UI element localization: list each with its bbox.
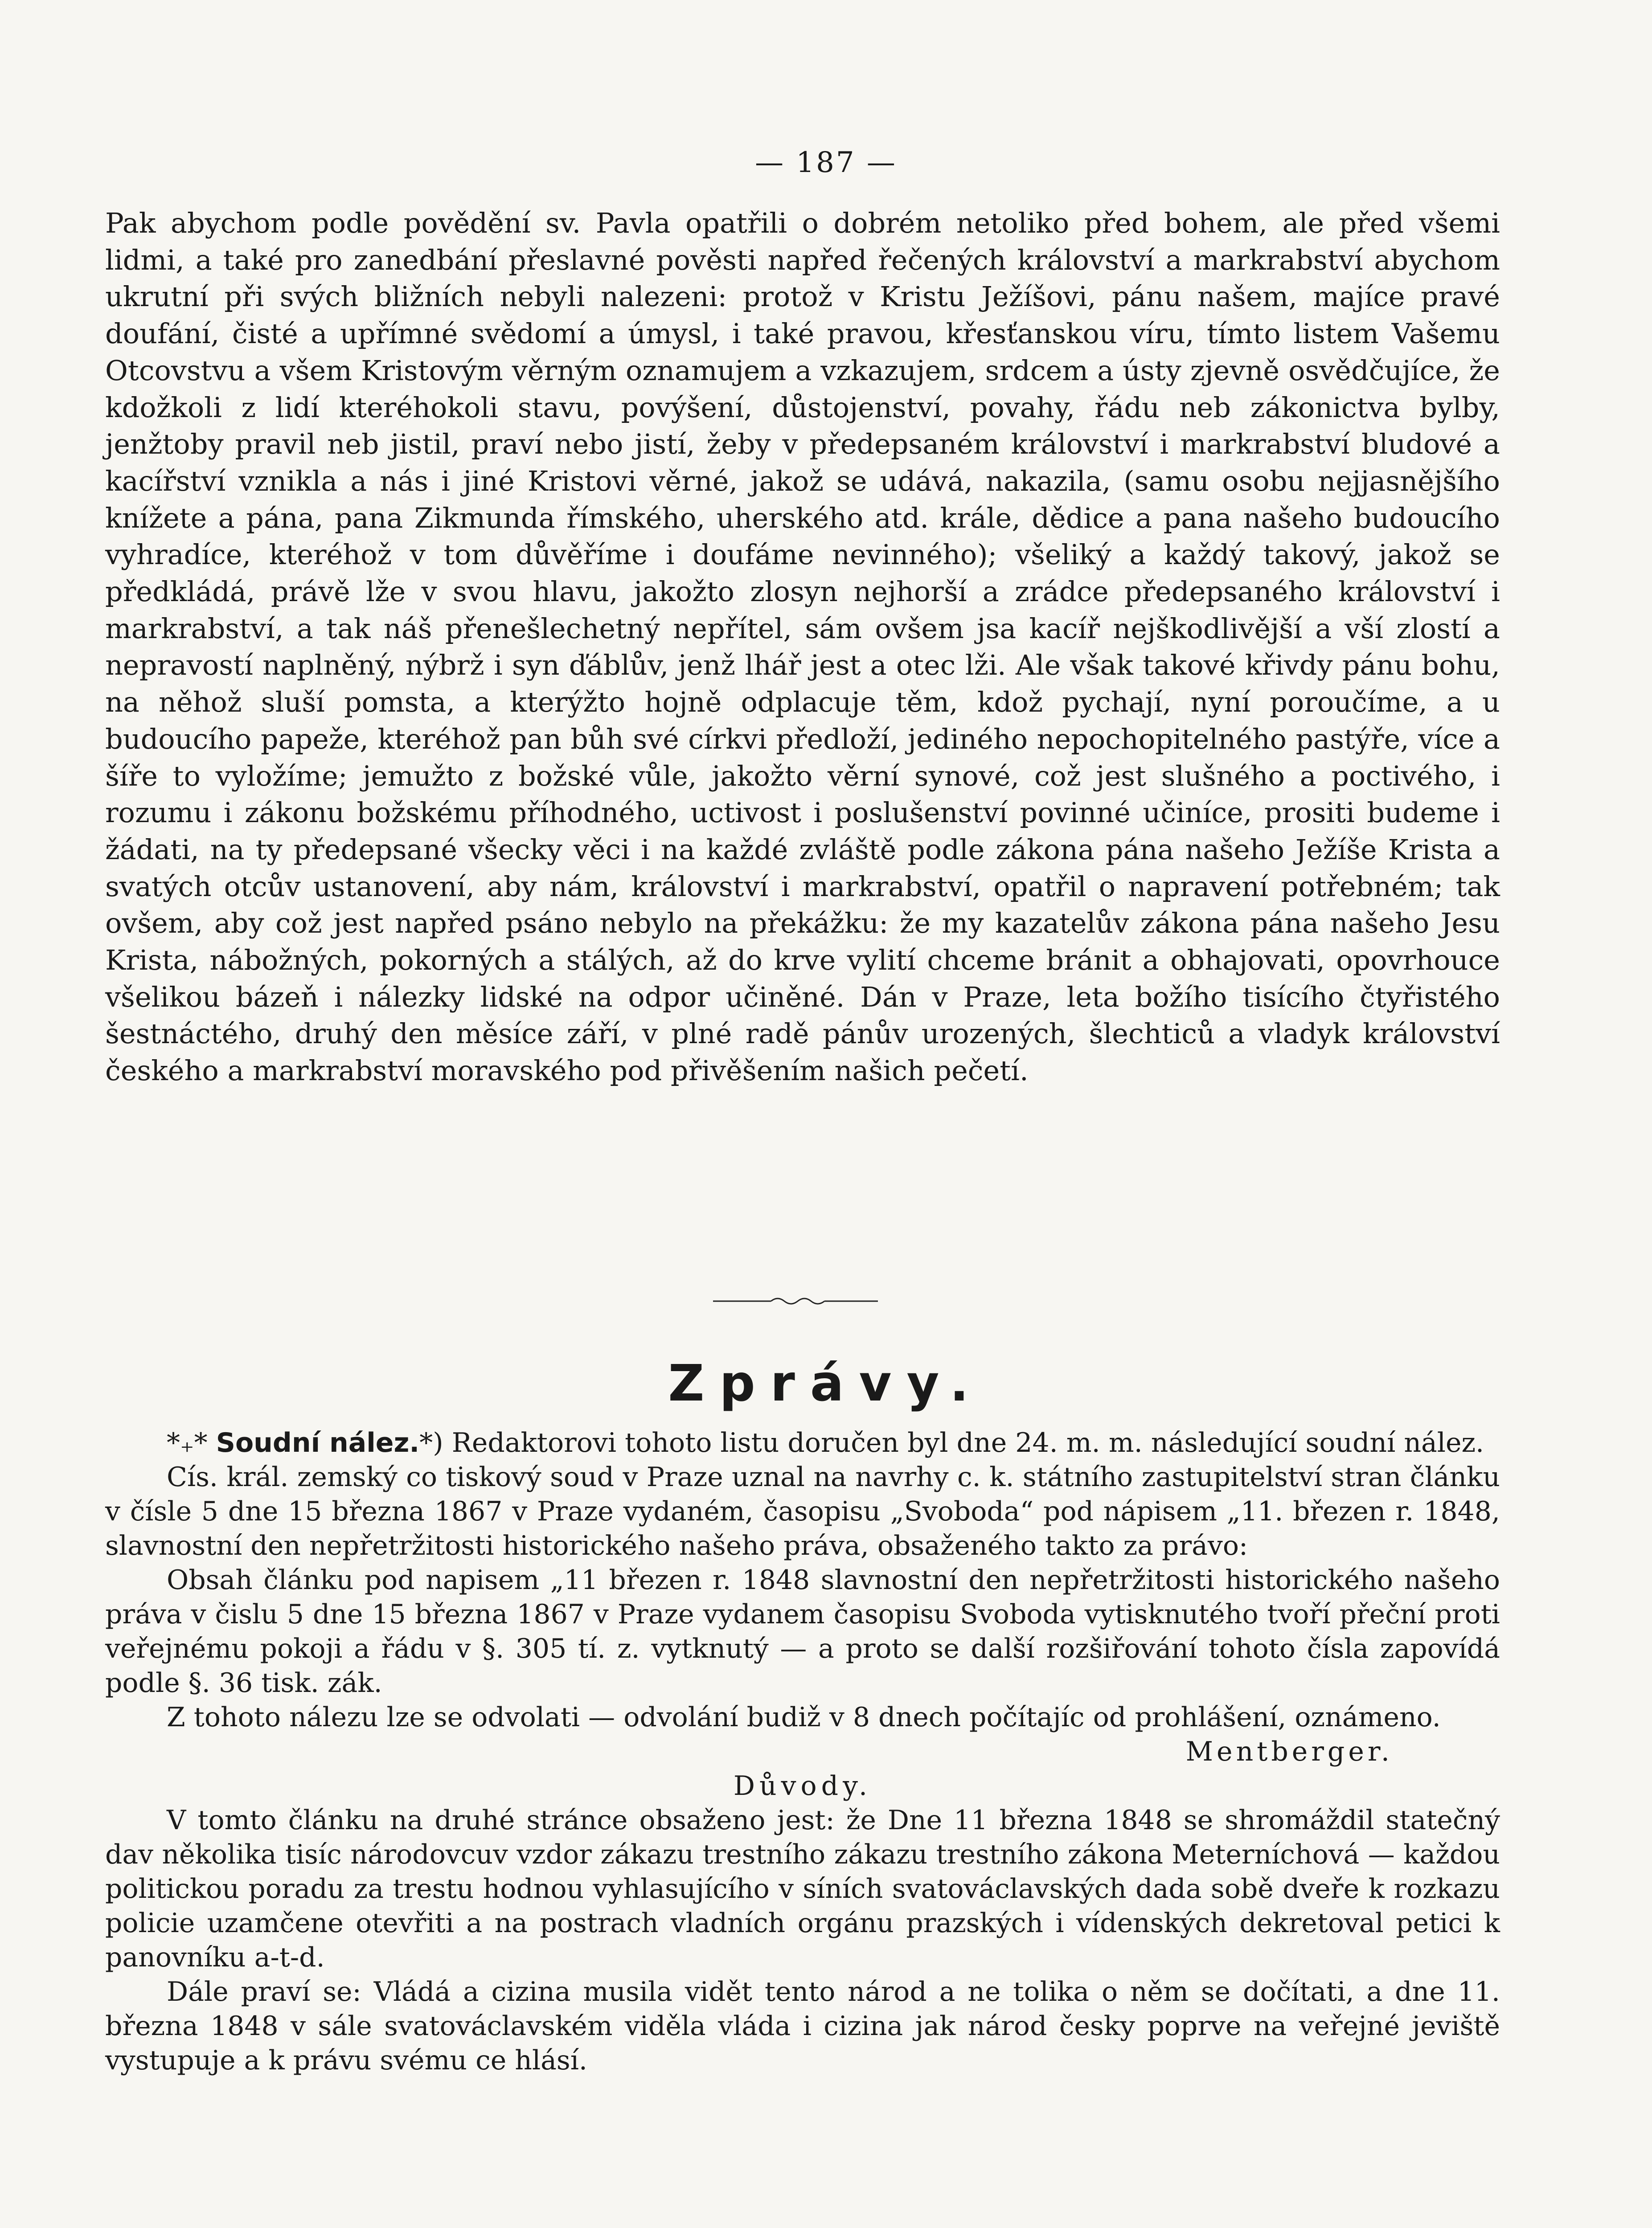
news-paragraph: V tomto článku na druhé stránce obsaženo jest: že Dne 11 března 1848 se shromáždil statečný dav několika tisíc národovcuv vzdor zákazu trestního zákazu trestního zákona Meterníchová — každou politickou poradu za trestu hodnou vyhlasujícího v síních svatováclavských dada sobě dveře k rozkazu policie uzamčene otevřiti a na postrach vladních orgánu prazských i vídenských dekretoval petici k panovníku a-t-d. <box>105 1805 1500 1973</box>
news-block <box>105 1426 1500 2078</box>
reasons-heading: Důvody. <box>733 1770 872 1802</box>
news-paragraph: Dále praví se: Vládá a cizina musila vidět tento národ a ne tolika o něm se dočítati, a dne 11. března 1848 v sále svatováclavském viděla vláda i cizina jak národ česky poprve na veřejné jeviště vystupuje a k právu svému ce hlásí. <box>105 1976 1500 2076</box>
news-intro: Redaktorovi tohoto listu doručen byl dne 24. m. m. následující soudní nález. <box>451 1427 1484 1458</box>
news-item-heading <box>105 1426 1500 1460</box>
signature: Mentberger. <box>1185 1736 1393 1767</box>
main-paragraph: Pak abychom podle povědění sv. Pavla opatřili o dobrém netoliko před bohem, ale před všemi lidmi, a také pro zanedbání přeslavné pověsti napřed řečených království a markrabství abychom ukrutní při svých bližních nebyli nalezeni: protož v Kristu Ježíšovi, pánu našem, majíce pravé doufání, čisté a upřímné svědomí a úmysl, i také pravou, křesťanskou víru, tímto listem Vašemu Otcovstvu a všem Kristovým věrným oznamujem a vzkazujem, srdcem a ústy zjevně osvědčujíce, že kdožkoli z lidí kteréhokoli stavu, povýšení, důstojenství, povahy, řádu neb zákonictva bylby, jenžtoby pravil neb jistil, praví nebo jistí, žeby v předepsaném království i markrabství bludové a kacířství vznikla a nás i jiné Kristovi věrné, jakož se udává, nakazila, (samu osobu nejjasnějšího knížete a pána, pana Zikmunda římského, uherského atd. krále, dědice a pana našeho budoucího vyhradíce, kteréhož v tom důvěříme i doufáme nevinného); všeliký a každý takový, jakož se předkládá, právě lže v svou hlavu, jakožto zlosyn nejhorší a zrádce předepsaného království i markrabství, a tak náš přenešlechetný nepřítel, sám ovšem jsa kacíř nejškodlivější a vší zlostí a nepravostí naplněný, nýbrž i syn ďáblův, jenž lhář jest a otec lži. Ale však takové křivdy pánu bohu, na něhož sluší pomsta, a kterýžto hojně odplacuje těm, kdož pychají, nyní poroučíme, a u budoucího papeže, kteréhož pan bůh své církvi předloží, jediného nepochopitelného pastýře, více a šíře to vyložíme; jemužto z božské vůle, jakožto věrní synové, což jest slušného a poctivého, i rozumu i zákonu božskému příhodného, uctivost i poslušenství povinné učiníce, prositi budeme i žádati, na ty předepsané všecky věci i na každé zvláště podle zákona pána našeho Ježíše Krista a svatých otcův ustanovení, aby nám, království i markrabství, opatřil o napravení potřebném; tak ovšem, aby což jest napřed psáno nebylo na překážku: že my kazatelův zákona pána našeho Jesu Krista, nábožných, pokorných a stálých, až do krve vylití chceme bránit a obhajovati, opovrhouce všelikou bázeň i nálezky lidské na odpor učiněné. Dán v Praze, leta božího tisícího čtyřistého šestnáctého, druhý den měsíce září, v plné radě pánův urozených, šlechticů a vladyk království českého a markrabství moravského pod přivěšením našich pečetí. <box>105 207 1500 1087</box>
news-paragraph: Obsah článku pod napisem „11 březen r. 1848 slavnostní den nepřetržitosti historického našeho práva v čislu 5 dne 15 března 1867 v Praze vydanem časopisu Svoboda vytisknutého tvoří přeční proti veřejnému pokoji a řádu v §. 305 tí. z. vytknutý — a proto se další rozšiřování tohoto čísla zapovídá podle §. 36 tisk. zák. <box>105 1565 1500 1699</box>
section-title: Zprávy. <box>668 1355 984 1413</box>
news-heading: Soudní nález. <box>216 1427 420 1458</box>
ornamental-divider <box>713 1294 878 1308</box>
news-paragraph: Cís. král. zemský co tiskový soud v Praze uznal na navrhy c. k. státního zastupitelství stran článku v čísle 5 dne 15 března 1867 v Praze vydaném, časopisu „Svoboda“ pod nápisem „11. březen r. 1848, slavnostní den nepřetržitosti historického našeho práva, obsaženého takto za právo: <box>105 1462 1500 1561</box>
news-heading-note: *) <box>419 1427 452 1458</box>
news-heading-mark: *₊* <box>167 1427 216 1458</box>
main-text-block <box>105 205 1500 1089</box>
news-paragraph: Z tohoto nálezu lze se odvolati — odvolání budiž v 8 dnech počítajíc od prohlášení, oznámeno. <box>167 1702 1441 1733</box>
page-number: — 187 — <box>755 146 897 179</box>
